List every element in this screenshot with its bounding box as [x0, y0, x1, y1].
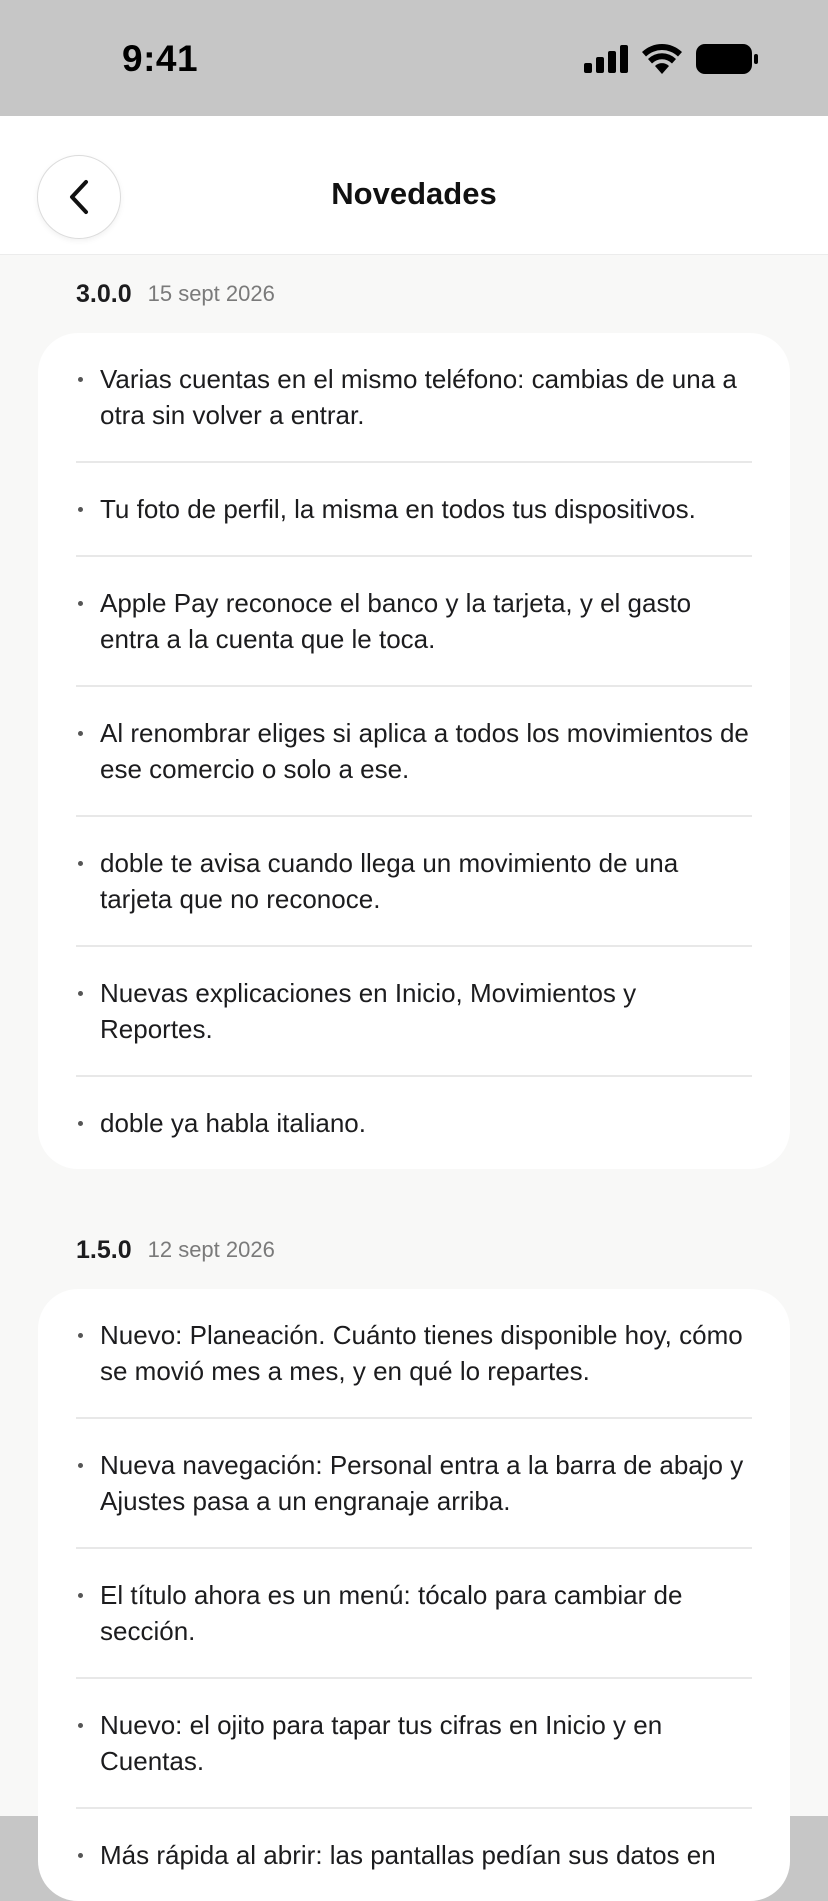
release-note-item	[76, 1419, 752, 1549]
release-header	[0, 1211, 828, 1289]
whats-new-sheet	[0, 116, 828, 1870]
bullet-icon	[78, 377, 83, 382]
release-notes-list[interactable]	[0, 255, 828, 1901]
page-title: Novedades	[331, 176, 497, 211]
bullet-icon	[78, 507, 83, 512]
release-note-text: Más rápida al abrir: las pantallas pedían sus datos en	[100, 1840, 716, 1870]
bullet-icon	[78, 731, 83, 736]
release-note-item	[76, 1289, 752, 1419]
release-note-item	[76, 947, 752, 1077]
release-note-text: Nuevo: el ojito para tapar tus cifras en Inicio y en Cuentas.	[100, 1710, 663, 1776]
release-note-text: Nuevas explicaciones en Inicio, Movimientos y Reportes.	[100, 978, 637, 1044]
nav-bar	[0, 116, 828, 255]
bullet-icon	[78, 861, 83, 866]
release-note-item	[76, 333, 752, 463]
bullet-icon	[78, 1463, 83, 1468]
release-date: 12 sept 2026	[147, 1237, 275, 1262]
release-note-text: Nueva navegación: Personal entra a la barra de abajo y Ajustes pasa a un engranaje arriba.	[100, 1450, 744, 1516]
release-note-text: El título ahora es un menú: tócalo para cambiar de sección.	[100, 1580, 683, 1646]
release-date: 15 sept 2026	[147, 281, 275, 306]
release-version: 3.0.0	[76, 279, 132, 308]
release-note-item	[76, 1679, 752, 1809]
release-note-item	[76, 463, 752, 557]
release-note-text: Varias cuentas en el mismo teléfono: cambias de una a otra sin volver a entrar.	[100, 364, 737, 430]
status-icons	[584, 44, 758, 74]
wifi-icon	[642, 44, 682, 74]
release-note-item	[76, 557, 752, 687]
bullet-icon	[78, 1723, 83, 1728]
release-note-item	[76, 1549, 752, 1679]
release-note-text: Al renombrar eliges si aplica a todos los movimientos de ese comercio o solo a ese.	[100, 718, 749, 784]
bullet-icon	[78, 1853, 83, 1858]
release-notes-card	[38, 333, 790, 1169]
bullet-icon	[78, 991, 83, 996]
release-note-item	[76, 687, 752, 817]
battery-icon	[696, 44, 758, 74]
release-note-text: doble ya habla italiano.	[100, 1108, 366, 1138]
release-note-item	[76, 1809, 752, 1901]
release-header	[0, 255, 828, 333]
release-note-text: Tu foto de perfil, la misma en todos tus dispositivos.	[100, 494, 696, 524]
release-note-text: Nuevo: Planeación. Cuánto tienes disponible hoy, cómo se movió mes a mes, y en qué lo repartes.	[100, 1320, 743, 1386]
status-bar	[0, 0, 828, 118]
release-version: 1.5.0	[76, 1235, 132, 1264]
status-time: 9:41	[122, 38, 199, 79]
release-note-item	[76, 817, 752, 947]
release-note-text: doble te avisa cuando llega un movimiento de una tarjeta que no reconoce.	[100, 848, 679, 914]
bullet-icon	[78, 1121, 83, 1126]
bullet-icon	[78, 601, 83, 606]
release-notes-card	[38, 1289, 790, 1901]
release-note-text: Apple Pay reconoce el banco y la tarjeta, y el gasto entra a la cuenta que le toca.	[100, 588, 692, 654]
bullet-icon	[78, 1333, 83, 1338]
bullet-icon	[78, 1593, 83, 1598]
section-spacer	[0, 1169, 828, 1211]
cellular-icon	[584, 45, 628, 73]
release-note-item	[76, 1077, 752, 1169]
